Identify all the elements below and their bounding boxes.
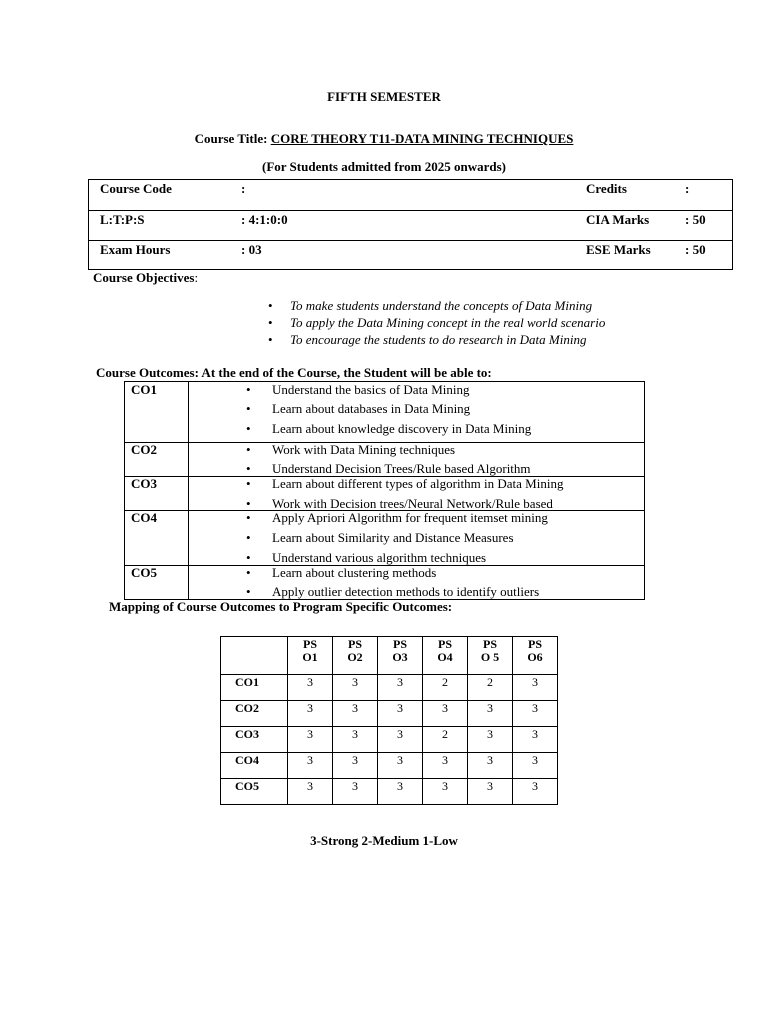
pso5-header: PS O 5	[468, 637, 513, 675]
ltps-label: L:T:P:S	[100, 212, 145, 227]
table-cell: 3	[468, 727, 513, 753]
table-cell: 3	[288, 675, 333, 701]
table-cell: 3	[333, 727, 378, 753]
table-cell: 3	[423, 779, 468, 805]
table-cell: 3	[378, 753, 423, 779]
co-item: Apply Apriori Algorithm for frequent itemset mining	[272, 510, 548, 525]
table-cell: 3	[513, 753, 558, 779]
table-cell: 3	[423, 753, 468, 779]
bullet: •	[246, 530, 251, 545]
co-item: Work with Data Mining techniques	[272, 442, 456, 457]
objectives-heading-text: Course Objectives	[93, 270, 195, 285]
info-row	[89, 240, 732, 271]
exam-hours-value: : 03	[241, 242, 262, 257]
bullet: •	[246, 382, 251, 397]
pso6-header: PS O6	[513, 637, 558, 675]
co-item: Learn about Similarity and Distance Measures	[272, 530, 514, 545]
mapping-heading: Mapping of Course Outcomes to Program Specific Outcomes:	[109, 599, 453, 614]
table-cell: 3	[468, 701, 513, 727]
credits-value: :	[685, 181, 690, 196]
bullet: •	[246, 510, 251, 525]
table-cell: 3	[288, 701, 333, 727]
table-row	[221, 701, 558, 727]
objectives-heading-colon: :	[194, 270, 199, 285]
co-item: Learn about knowledge discovery in Data Mining	[272, 421, 532, 436]
table-cell: 3	[333, 675, 378, 701]
outcomes-heading: Course Outcomes: At the end of the Course, the Student will be able to:	[96, 365, 492, 380]
objective-item: • To apply the Data Mining concept in the real world scenario	[268, 314, 605, 331]
course-code-label: Course Code	[100, 181, 172, 196]
row-label: CO3	[221, 727, 288, 753]
pso3-header: PS O3	[378, 637, 423, 675]
objective-item: • To encourage the students to do research in Data Mining	[268, 331, 605, 348]
table-cell: 3	[378, 779, 423, 805]
ltps-value: : 4:1:0:0	[241, 212, 288, 227]
outcomes-table	[124, 381, 645, 600]
bullet: •	[246, 401, 251, 416]
bullet: •	[246, 565, 251, 580]
table-cell: 3	[513, 675, 558, 701]
table-cell: 3	[378, 727, 423, 753]
bullet: •	[246, 550, 251, 565]
credits-label: Credits	[586, 181, 627, 196]
course-title-label: Course Title:	[194, 131, 271, 146]
co2-label: CO2	[131, 442, 157, 457]
table-cell: 3	[288, 753, 333, 779]
co5-label: CO5	[131, 565, 157, 580]
mapping-table	[220, 636, 558, 805]
co3-label: CO3	[131, 476, 157, 491]
info-row	[89, 210, 732, 241]
pso1-header: PS O1	[288, 637, 333, 675]
co-item: Understand the basics of Data Mining	[272, 382, 470, 397]
table-row	[221, 753, 558, 779]
objectives-list	[268, 297, 605, 348]
semester-heading: FIFTH SEMESTER	[327, 89, 441, 104]
row-label: CO5	[221, 779, 288, 805]
mapping-legend: 3-Strong 2-Medium 1-Low	[310, 833, 458, 848]
bullet: •	[246, 584, 251, 599]
table-cell: 3	[333, 701, 378, 727]
bullet: •	[246, 461, 251, 476]
table-cell: 3	[513, 727, 558, 753]
table-cell: 3	[333, 753, 378, 779]
table-cell: 3	[288, 779, 333, 805]
co-item: Apply outlier detection methods to identify outliers	[272, 584, 540, 599]
co-item: Understand Decision Trees/Rule based Algorithm	[272, 461, 531, 476]
objectives-heading	[93, 270, 198, 286]
co-item: Learn about databases in Data Mining	[272, 401, 471, 416]
mapping-header-row	[221, 637, 558, 675]
info-row	[89, 180, 732, 210]
table-cell: 3	[468, 779, 513, 805]
co-item: Understand various algorithm techniques	[272, 550, 487, 565]
bullet: •	[246, 442, 251, 457]
co4-label: CO4	[131, 510, 157, 525]
table-cell: 2	[423, 727, 468, 753]
table-row	[221, 675, 558, 701]
admitted-note: (For Students admitted from 2025 onwards)	[262, 159, 506, 174]
table-cell: 3	[378, 675, 423, 701]
table-cell: 3	[513, 701, 558, 727]
ese-value: : 50	[685, 242, 706, 257]
exam-hours-label: Exam Hours	[100, 242, 171, 257]
table-cell: 3	[378, 701, 423, 727]
table-row	[221, 727, 558, 753]
bullet: •	[246, 496, 251, 511]
row-label: CO2	[221, 701, 288, 727]
co1-label: CO1	[131, 382, 157, 397]
row-label: CO1	[221, 675, 288, 701]
co-item: Learn about different types of algorithm in Data Mining	[272, 476, 564, 491]
table-row	[221, 779, 558, 805]
table-cell: 3	[513, 779, 558, 805]
course-title-line	[0, 131, 768, 147]
row-label: CO4	[221, 753, 288, 779]
column-divider	[188, 382, 189, 599]
course-title: CORE THEORY T11-DATA MINING TECHNIQUES	[270, 131, 574, 146]
objective-item: • To make students understand the concepts of Data Mining	[268, 297, 605, 314]
table-cell: 3	[468, 753, 513, 779]
ese-label: ESE Marks	[586, 242, 651, 257]
table-cell: 3	[423, 701, 468, 727]
course-code-value: :	[241, 181, 246, 196]
co-item: Learn about clustering methods	[272, 565, 437, 580]
cia-value: : 50	[685, 212, 706, 227]
bullet: •	[246, 421, 251, 436]
bullet: •	[246, 476, 251, 491]
table-cell: 3	[333, 779, 378, 805]
table-cell: 2	[423, 675, 468, 701]
pso4-header: PS O4	[423, 637, 468, 675]
pso2-header: PS O2	[333, 637, 378, 675]
table-cell: 2	[468, 675, 513, 701]
cia-label: CIA Marks	[586, 212, 650, 227]
corner-cell	[221, 637, 288, 675]
co-item: Work with Decision trees/Neural Network/Rule based	[272, 496, 553, 511]
table-cell: 3	[288, 727, 333, 753]
course-info-table	[88, 179, 733, 270]
